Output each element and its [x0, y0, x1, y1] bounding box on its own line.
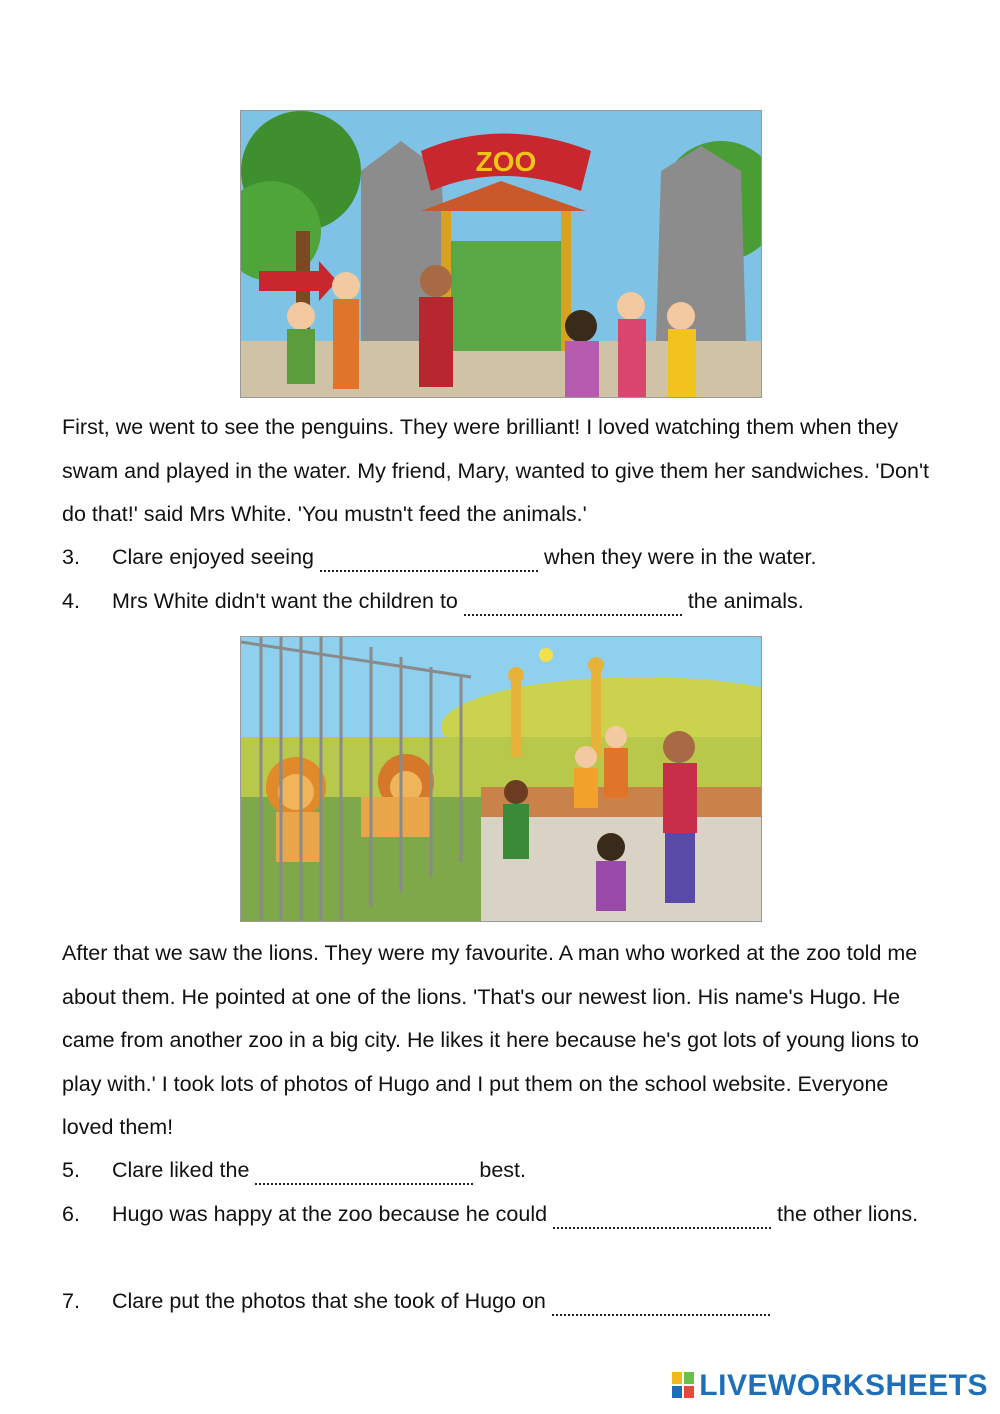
question-text: Hugo was happy at the zoo because he could — [112, 1202, 554, 1226]
question-number: 3. — [62, 545, 80, 569]
zoo-entrance-scene — [241, 111, 761, 397]
answer-input-6[interactable] — [553, 1203, 771, 1229]
question-text-end: the animals. — [681, 589, 804, 613]
paragraph-lions: After that we saw the lions. They were my favourite. A man who worked at the zoo told me about them. He pointed at one of the lions. 'That's our newest lion. His name's Hugo. He came from another zoo in a big city. He likes it here because he's got lots of young lions to play with.' I took lots of photos of Hugo and I put them on the school website. Everyone loved them! — [62, 941, 919, 1139]
answer-input-4[interactable] — [464, 590, 682, 616]
question-text-end: when they were in the water. — [537, 545, 817, 569]
answer-input-5[interactable] — [255, 1159, 473, 1185]
question-text: Clare put the photos that she took of Hugo on — [112, 1289, 552, 1313]
question-text-end: best. — [473, 1158, 526, 1182]
liveworksheets-logo — [672, 1366, 988, 1406]
answer-input-3[interactable] — [320, 546, 538, 572]
question-number: 5. — [62, 1158, 80, 1182]
logo-text: LIVEWORKSHEETS — [699, 1369, 988, 1402]
question-number: 7. — [62, 1289, 80, 1313]
zoo-entrance-illustration — [240, 110, 762, 398]
lion-enclosure-scene — [241, 637, 761, 921]
question-text-end: the other lions. — [771, 1202, 919, 1226]
lion-enclosure-illustration — [240, 636, 762, 922]
question-text: Mrs White didn't want the children to — [112, 589, 464, 613]
paragraph-penguins: First, we went to see the penguins. They were brilliant! I loved watching them when they swam and played in the water. My friend, Mary, wanted to give them her sandwiches. 'Don't do that!' said Mrs White. 'You mustn't feed the animals.' — [62, 415, 930, 526]
question-text: Clare liked the — [112, 1158, 256, 1182]
question-number: 4. — [62, 589, 80, 613]
answer-input-7[interactable] — [552, 1290, 770, 1316]
liveworksheets-mark-icon — [672, 1372, 696, 1400]
question-number: 6. — [62, 1202, 80, 1226]
zoo-sign-text: ZOO — [475, 146, 537, 177]
question-text: Clare enjoyed seeing — [112, 545, 320, 569]
